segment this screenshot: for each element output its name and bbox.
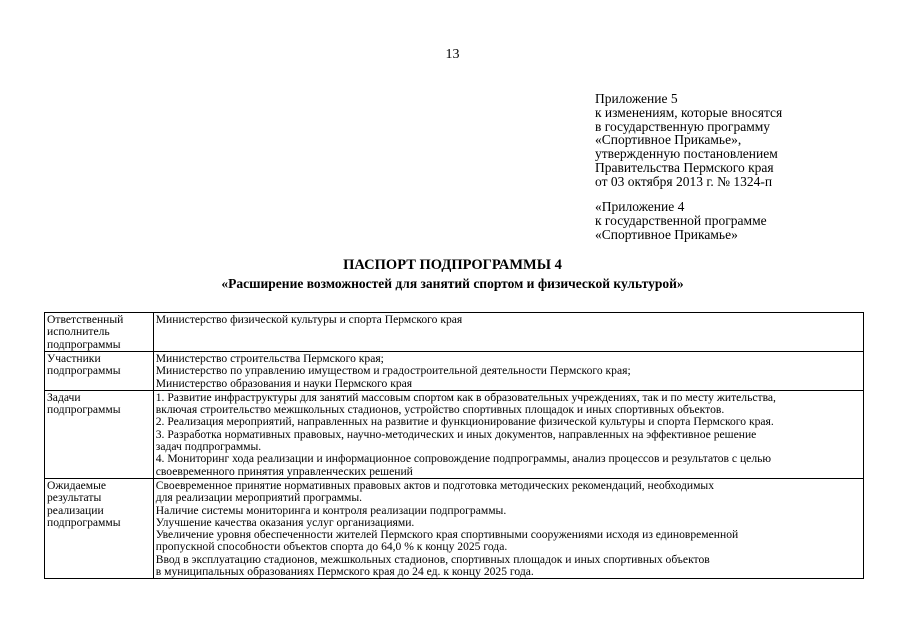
row-content-line: 2. Реализация мероприятий, направленных на развитие и функционирование физической культуры и спорта Пермского края. bbox=[155, 415, 774, 429]
row-header-line: Задачи bbox=[47, 390, 81, 404]
row-content-line: Своевременное принятие нормативных правовых актов и подготовка методических рекомендаций, необходимых bbox=[155, 478, 715, 492]
appendix-line: в государственную программу bbox=[595, 118, 771, 134]
row-header-line: подпрограммы bbox=[47, 515, 121, 529]
row-content-line: в муниципальных образованиях Пермского края до 24 ед. к концу 2025 года. bbox=[155, 565, 534, 579]
appendix-line: к государственной программе bbox=[595, 212, 767, 228]
row-content-line: Министерство по управлению имуществом и градостроительной деятельности Пермского края; bbox=[155, 364, 631, 378]
document-subtitle: «Расширение возможностей для занятий спортом и физической культурой» bbox=[221, 276, 684, 291]
appendix-block-amendment bbox=[595, 92, 782, 189]
row-content-line: Министерство образования и науки Пермского края bbox=[155, 376, 413, 390]
row-content-line: 1. Развитие инфраструктуры для занятий массовым спортом как в образовательных учреждениях, так и по месту жительства, bbox=[155, 390, 776, 404]
row-content-line: Министерство физической культуры и спорта Пермского края bbox=[155, 313, 463, 326]
table-row bbox=[45, 390, 864, 478]
appendix-line: «Спортивное Прикамье» bbox=[595, 226, 738, 242]
row-content-cell bbox=[153, 390, 863, 478]
passport-table bbox=[44, 312, 864, 579]
row-content-line: своевременного принятия управленческих решений bbox=[155, 464, 413, 478]
row-content-line: 3. Разработка нормативных правовых, научно-методических и иных документов, направленных на эффективное решение bbox=[155, 427, 757, 441]
row-header-cell bbox=[45, 390, 154, 478]
row-header-cell bbox=[45, 313, 154, 352]
row-content-line: включая строительство межшкольных стадионов, устройство спортивных площадок и иных спортивных объектов. bbox=[155, 403, 725, 417]
table-row bbox=[45, 352, 864, 391]
row-header-line: Ожидаемые bbox=[47, 478, 107, 492]
row-content-cell bbox=[153, 478, 863, 578]
row-content-cell bbox=[153, 313, 863, 352]
row-content-cell bbox=[153, 352, 863, 391]
row-content-line: Министерство строительства Пермского края; bbox=[155, 352, 384, 365]
appendix-line: «Спортивное Прикамье», bbox=[595, 132, 742, 148]
row-header-line: подпрограммы bbox=[47, 337, 121, 351]
row-header-cell bbox=[45, 352, 154, 391]
row-content-line: для реализации мероприятий программы. bbox=[155, 491, 363, 505]
appendix-block-program bbox=[595, 200, 767, 241]
row-header-line: реализации bbox=[47, 503, 104, 517]
row-content-line: задач подпрограммы. bbox=[155, 440, 262, 454]
row-header-line: результаты bbox=[47, 491, 102, 505]
row-header-cell bbox=[45, 478, 154, 578]
appendix-line: утвержденную постановлением bbox=[595, 146, 778, 162]
row-content-line: 4. Мониторинг хода реализации и информационное сопровождение подпрограммы, анализ процессов и результатов с целью bbox=[155, 452, 772, 466]
row-header-line: Участники bbox=[47, 352, 101, 365]
table-row bbox=[45, 313, 864, 352]
row-content-line: Улучшение качества оказания услуг организациями. bbox=[155, 515, 415, 529]
page-number: 13 bbox=[445, 47, 460, 62]
row-header-line: Ответственный bbox=[47, 313, 124, 326]
row-header-line: исполнитель bbox=[47, 325, 110, 339]
row-content-line: Наличие системы мониторинга и контроля реализации подпрограммы. bbox=[155, 503, 507, 517]
row-header-line: подпрограммы bbox=[47, 364, 121, 378]
appendix-line: «Приложение 4 bbox=[595, 199, 685, 214]
row-content-line: пропускной способности объектов спорта до 64,0 % к концу 2025 года. bbox=[155, 540, 508, 554]
appendix-line: от 03 октября 2013 г. № 1324-п bbox=[595, 173, 773, 189]
appendix-line: к изменениям, которые вносятся bbox=[595, 104, 783, 120]
appendix-line: Правительства Пермского края bbox=[595, 159, 774, 175]
document-title: ПАСПОРТ ПОДПРОГРАММЫ 4 bbox=[343, 257, 562, 273]
appendix-line: Приложение 5 bbox=[595, 91, 678, 106]
row-header-line: подпрограммы bbox=[47, 403, 121, 417]
row-content-line: Увеличение уровня обеспеченности жителей Пермского края спортивными сооружениями исходя из единовременной bbox=[155, 528, 739, 542]
row-content-line: Ввод в эксплуатацию стадионов, межшкольных стадионов, спортивных площадок и иных спортивных объектов bbox=[155, 552, 710, 566]
table-row bbox=[45, 478, 864, 578]
